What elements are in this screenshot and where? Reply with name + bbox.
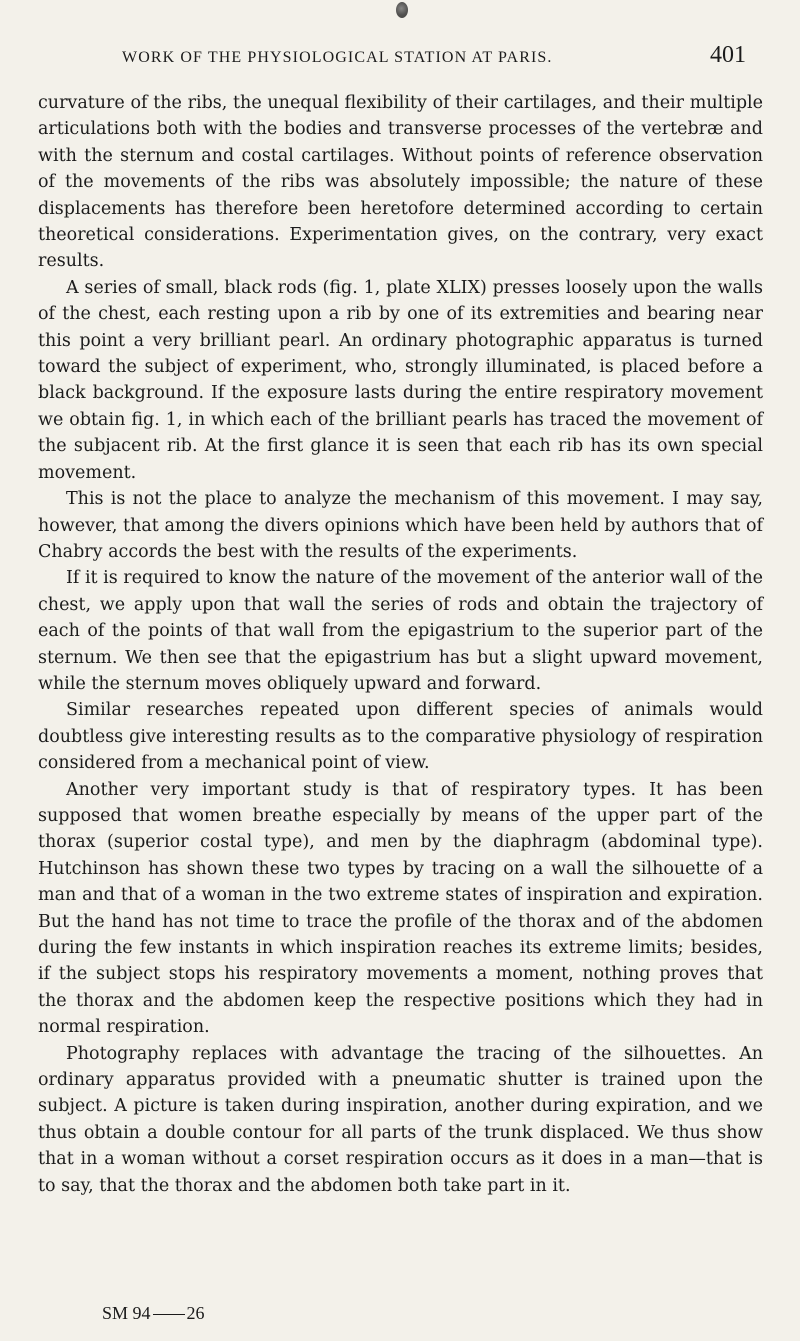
paragraph-black-rods: A series of small, black rods (fig. 1, plate XLIX) presses loosely upon the walls of the chest, each resting upon a rib by one of its extremities and bearing near this point a very brilliant pearl. An ordinary photographic apparatus is turned toward the subject of experiment, who, strongly illuminated, is placed before a black background. If the exposure lasts during the entire respiratory movement we obtain fig. 1, in which each of the brilliant pearls has traced the movement of the subjacent rib. At the first glance it is seen that each rib has its own special movement. [38, 277, 763, 483]
signature-mark [102, 1303, 205, 1324]
running-title: WORK OF THE PHYSIOLOGICAL STATION AT PARIS. [122, 49, 553, 66]
paragraph-ribs-curvature: curvature of the ribs, the unequal flexibility of their cartilages, and their multiple articulations both with the bodies and transverse processes of the vertebræ and with the sternum and costal cartilages. Without points of reference observation of the movements of the ribs was absolutely impossible; the nature of these displacements has therefore been heretofore determined according to certain theoretical considerations. Experimentation gives, on the contrary, very exact results. [38, 93, 763, 272]
paragraph-respiratory-types: Another very important study is that of respiratory types. It has been supposed that women breathe especially by means of the upper part of the thorax (superior costal type), and men by the diaphragm (abdominal type). Hutchinson has shown these two types by tracing on a wall the silhouette of a man and that of a woman in the two extreme states of inspiration and expiration. But the hand has not time to trace the profile of the thorax and of the abdomen during the few instants in which inspiration reaches its extreme limits; besides, if the subject stops his respiratory movements a moment, nothing proves that the thorax and the abdomen keep the respective positions which they had in normal respiration. [38, 779, 763, 1038]
signature-rule [153, 1314, 185, 1315]
running-head [38, 42, 760, 76]
paragraph-photography: Photography replaces with advantage the tracing of the silhouettes. An ordinary apparatus provided with a pneumatic shutter is trained upon the subject. A picture is taken during inspiration, another during expiration, and we thus obtain a double contour for all parts of the trunk displaced. We thus show that in a woman without a corset respiration occurs as it does in a man—that is to say, that the thorax and the abdomen both take part in it. [38, 1043, 763, 1196]
paragraph-similar-researches: Similar researches repeated upon different species of animals would doubtless give interesting results as to the comparative physiology of respiration considered from a mechanical point of view. [38, 700, 763, 774]
signature-left: SM 94 [102, 1303, 151, 1323]
signature-right: 26 [186, 1303, 205, 1323]
paragraph-anterior-wall: If it is required to know the nature of the movement of the anterior wall of the chest, we apply upon that wall the series of rods and obtain the trajectory of each of the points of that wall from the epigastrium to the superior part of the sternum. We then see that the epigastrium has but a slight upward movement, while the sternum moves obliquely upward and forward. [38, 568, 763, 694]
paragraph-mechanism: This is not the place to analyze the mechanism of this movement. I may say, however, that among the divers opinions which have been held by authors that of Chabry accords the best with the results of the experiments. [38, 489, 763, 562]
ink-blot-ornament [396, 2, 408, 18]
body-text [38, 90, 763, 1199]
page-number: 401 [710, 42, 746, 68]
